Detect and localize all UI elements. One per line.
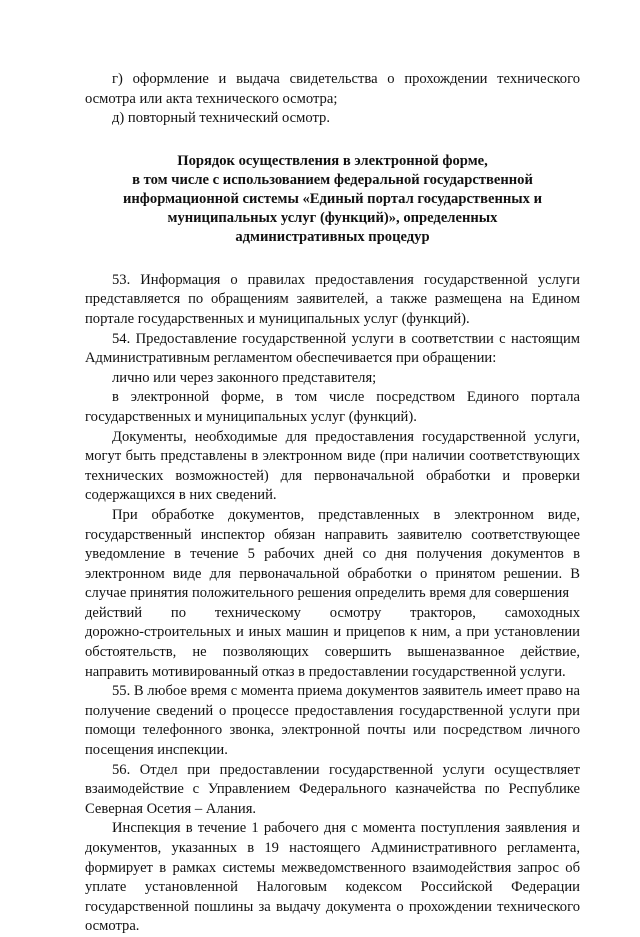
- paragraph-inspection: Инспекция в течение 1 рабочего дня с момента поступления заявления и документов, указанных в 19 настоящего Административного регламента, формирует в рамках системы межведомственного взаимодействия запрос об уплате установленной Налоговым кодексом Российской Федерации государственной пошлины за выдачу документа о прохождении технического осмотра.: [85, 820, 580, 935]
- paragraph-54: 54. Предоставление государственной услуги в соответствии с настоящим Административным регламентом обеспечивается при обращении:: [85, 330, 580, 367]
- heading-line: в том числе с использованием федеральной государственной: [132, 171, 533, 188]
- paragraph-55: 55. В любое время с момента приема документов заявитель имеет право на получение сведений о процессе предоставления государственной услуги при помощи телефонного звонка, электронной почты или посредством личного посещения инспекции.: [85, 683, 580, 759]
- paragraph-processing-part-1: При обработке документов, представленных в электронном виде, государственный инспектор обязан направить заявителю соответствующее уведомление в течение 5 рабочих дней со дня получения документов в электронном виде для первоначальной обработки о принятом решении. В случае принятия положительного решения определить время для совершения: [85, 506, 580, 602]
- heading-line: муниципальных услуг (функций)», определенных: [167, 209, 498, 226]
- heading-line: административных процедур: [235, 228, 430, 245]
- paragraph-56: 56. Отдел при предоставлении государственной услуги осуществляет взаимодействие с Управлением Федерального казначейства по Республике Северная Осетия – Алания.: [85, 761, 580, 817]
- paragraph-54-option-in-person: лично или через законного представителя;: [112, 369, 377, 386]
- paragraph-54-option-electronic: в электронной форме, в том числе посредством Единого портала государственных и муниципальных услуг (функций).: [85, 389, 580, 425]
- paragraph-53: 53. Информация о правилах предоставления государственной услуги представляется по обращениям заявителей, а также размещена на Едином портале государственных и муниципальных услуг (функций).: [85, 271, 580, 327]
- heading-line: информационной системы «Единый портал государственных и: [122, 190, 543, 207]
- document-body: [85, 70, 580, 937]
- paragraph-processing-part-2: дорожно-строительных и иных машин и прицепов к ним, а при установлении обстоятельств, не позволяющих совершить вышеназванное действие, направить мотивированный отказ в предоставлении государственной услуги.: [85, 624, 580, 680]
- section-heading: [85, 152, 580, 247]
- list-item-d: д) повторный технический осмотр.: [112, 110, 330, 127]
- paragraph-processing: [85, 506, 580, 682]
- paragraph-processing-spread-line: действий по техническому осмотру тракторов, самоходных: [85, 604, 580, 621]
- heading-line: Порядок осуществления в электронной форме,: [177, 152, 488, 169]
- list-item-g: г) оформление и выдача свидетельства о прохождении технического осмотра или акта технического осмотра;: [85, 71, 580, 107]
- paragraph-documents: Документы, необходимые для предоставления государственной услуги, могут быть представлены в электронном виде (при наличии соответствующих технических возможностей) для первоначальной обработки и проверки содержащихся в них сведений.: [85, 428, 580, 504]
